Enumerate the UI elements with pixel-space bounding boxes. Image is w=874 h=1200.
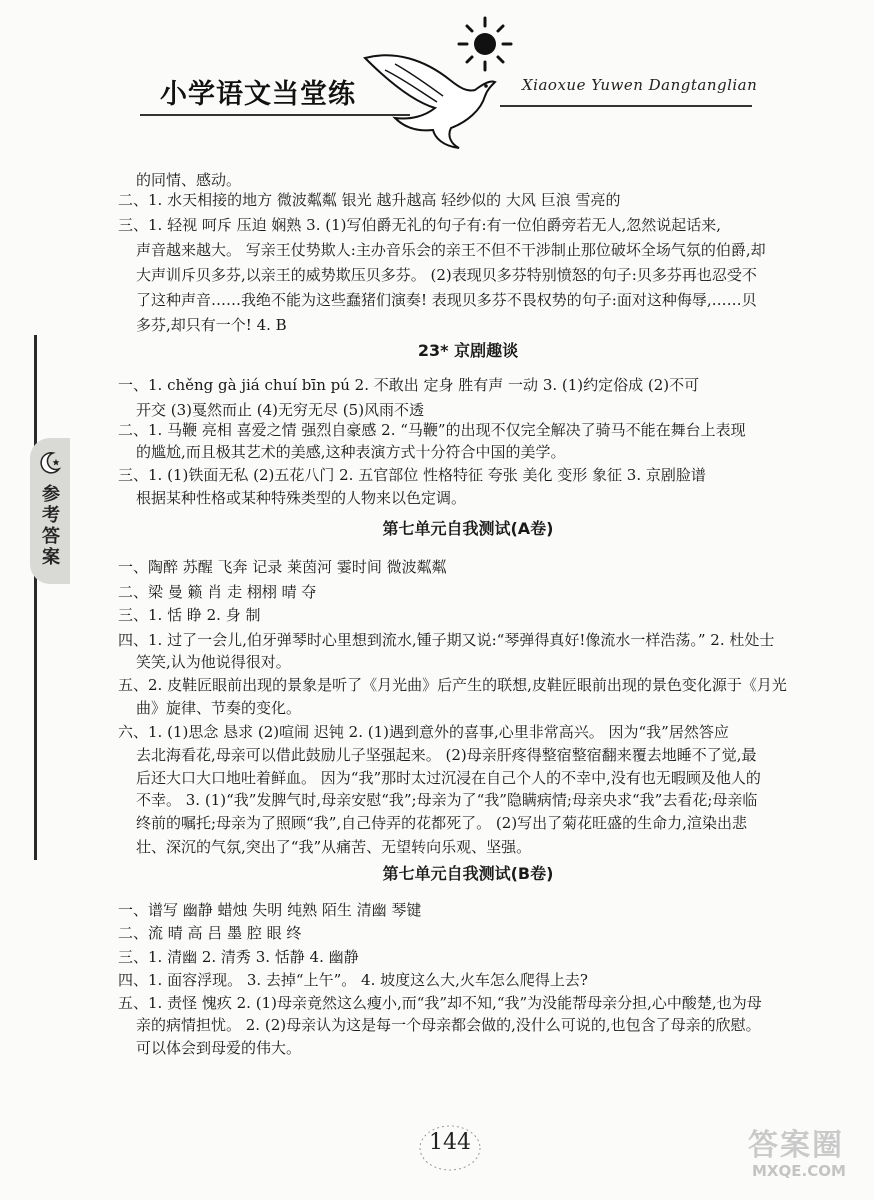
text-line: 四、1. 面容浮现。 3. 去掉“上午”。 4. 坡度这么大,火车怎么爬得上去? bbox=[118, 971, 588, 989]
text-line: 笑笑,认为他说得很对。 bbox=[136, 653, 291, 671]
text-line: 四、1. 过了一会儿,伯牙弹琴时心里想到流水,锺子期又说:“琴弹得真好!像流水一样浩荡。” 2. 杜处士 bbox=[118, 631, 775, 649]
text-line: 根据某种性格或某种特殊类型的人物来以色定调。 bbox=[136, 489, 467, 507]
page-header bbox=[0, 0, 874, 150]
text-line: 五、2. 皮鞋匠眼前出现的景象是听了《月光曲》后产生的联想,皮鞋匠眼前出现的景色变化源于《月光 bbox=[118, 676, 787, 694]
text-line: 三、1. 清幽 2. 清秀 3. 恬静 4. 幽静 bbox=[118, 948, 359, 966]
header-rule-left bbox=[140, 114, 410, 116]
text-line: 五、1. 责怪 愧疚 2. (1)母亲竟然这么瘦小,而“我”却不知,“我”为没能帮母亲分担,心中酸楚,也为母 bbox=[118, 994, 762, 1012]
text-line: 二、流 晴 高 吕 墨 腔 眼 终 bbox=[118, 924, 302, 942]
text-line: 开交 (3)戛然而止 (4)无穷无尽 (5)风雨不透 bbox=[136, 401, 425, 419]
lesson-23-heading: 23* 京剧趣谈 bbox=[417, 341, 519, 360]
text-line: 一、1. chěng gà jiá chuí bīn pú 2. 不敢出 定身 胜有声 一动 3. (1)约定俗成 (2)不可 bbox=[118, 376, 700, 394]
crescent-star-icon bbox=[37, 450, 63, 476]
book-title-pinyin: Xiaoxue Yuwen Dangtanglian bbox=[522, 76, 758, 94]
text-line: 多芬,却只有一个! 4. B bbox=[136, 316, 287, 334]
answer-key-label: 参考答案 bbox=[42, 484, 60, 568]
text-line: 壮、深沉的气氛,突出了“我”从痛苦、无望转向乐观、坚强。 bbox=[136, 838, 532, 856]
text-line: 二、1. 马鞭 亮相 喜爱之情 强烈自豪感 2. “马鞭”的出现不仅完全解决了骑马不能在舞台上表现 bbox=[118, 421, 746, 439]
text-line: 后还大口大口地吐着鲜血。 因为“我”那时太过沉浸在自己个人的不幸中,没有也无暇顾及他人的 bbox=[136, 769, 761, 787]
watermark-url: MXQE.COM bbox=[752, 1162, 846, 1180]
text-line: 了这种声音……我绝不能为这些蠢猪们演奏! 表现贝多芬不畏权势的句子:面对这种侮辱,……贝 bbox=[136, 291, 757, 309]
header-rule-right bbox=[500, 105, 752, 107]
text-line: 三、1. 恬 睁 2. 身 制 bbox=[118, 606, 261, 624]
text-line: 去北海看花,母亲可以借此鼓励儿子坚强起来。 (2)母亲肝疼得整宿整宿翻来覆去地睡不了觉,最 bbox=[136, 746, 757, 764]
text-line: 一、谱写 幽静 蜡烛 失明 纯熟 陌生 清幽 琴键 bbox=[118, 901, 422, 919]
text-line: 大声训斥贝多芬,以亲王的威势欺压贝多芬。 (2)表现贝多芬特别愤怒的句子:贝多芬再也忍受不 bbox=[136, 266, 757, 284]
text-line: 终前的嘱托;母亲为了照顾“我”,自己侍弄的花都死了。 (2)写出了菊花旺盛的生命力,渲染出悲 bbox=[136, 814, 747, 832]
text-line: 的尴尬,而且极其艺术的美感,这种表演方式十分符合中国的美学。 bbox=[136, 443, 566, 461]
watermark-logo: 答案圈 bbox=[748, 1128, 844, 1163]
test-b-heading: 第七单元自我测试(B卷) bbox=[382, 864, 554, 883]
side-rule bbox=[34, 335, 37, 860]
test-a-heading: 第七单元自我测试(A卷) bbox=[382, 519, 554, 538]
text-line: 曲》旋律、节奏的变化。 bbox=[136, 699, 302, 717]
text-line: 三、1. (1)铁面无私 (2)五花八门 2. 五官部位 性格特征 夸张 美化 变形 象征 3. 京剧脸谱 bbox=[118, 466, 706, 484]
text-line: 三、1. 轻视 呵斥 压迫 娴熟 3. (1)写伯爵无礼的句子有:有一位伯爵旁若无人,忽然说起话来, bbox=[118, 216, 722, 234]
book-title: 小学语文当堂练 bbox=[160, 79, 356, 110]
text-line: 声音越来越大。 写亲王仗势欺人:主办音乐会的亲王不但不干涉制止那位破坏全场气氛的伯爵,却 bbox=[136, 241, 766, 259]
page-number: 144 bbox=[429, 1130, 471, 1155]
dove-icon bbox=[355, 40, 505, 150]
text-line: 可以体会到母爱的伟大。 bbox=[136, 1039, 302, 1057]
text-line: 不幸。 3. (1)“我”发脾气时,母亲安慰“我”;母亲为了“我”隐瞒病情;母亲央求“我”去看花;母亲临 bbox=[136, 791, 758, 809]
text-line: 六、1. (1)思念 恳求 (2)喧闹 迟钝 2. (1)遇到意外的喜事,心里非常高兴。 因为“我”居然答应 bbox=[118, 723, 729, 741]
text-line: 二、1. 水天相接的地方 微波粼粼 银光 越升越高 轻纱似的 大风 巨浪 雪亮的 bbox=[118, 191, 621, 209]
text-line: 的同情、感动。 bbox=[136, 171, 242, 189]
text-line: 一、陶醉 苏醒 飞奔 记录 莱茵河 霎时间 微波粼粼 bbox=[118, 558, 447, 576]
text-line: 二、梁 曼 籁 肖 走 栩栩 晴 夺 bbox=[118, 583, 317, 601]
text-line: 亲的病情担忧。 2. (2)母亲认为这是每一个母亲都会做的,没什么可说的,也包含了母亲的欣慰。 bbox=[136, 1016, 761, 1034]
